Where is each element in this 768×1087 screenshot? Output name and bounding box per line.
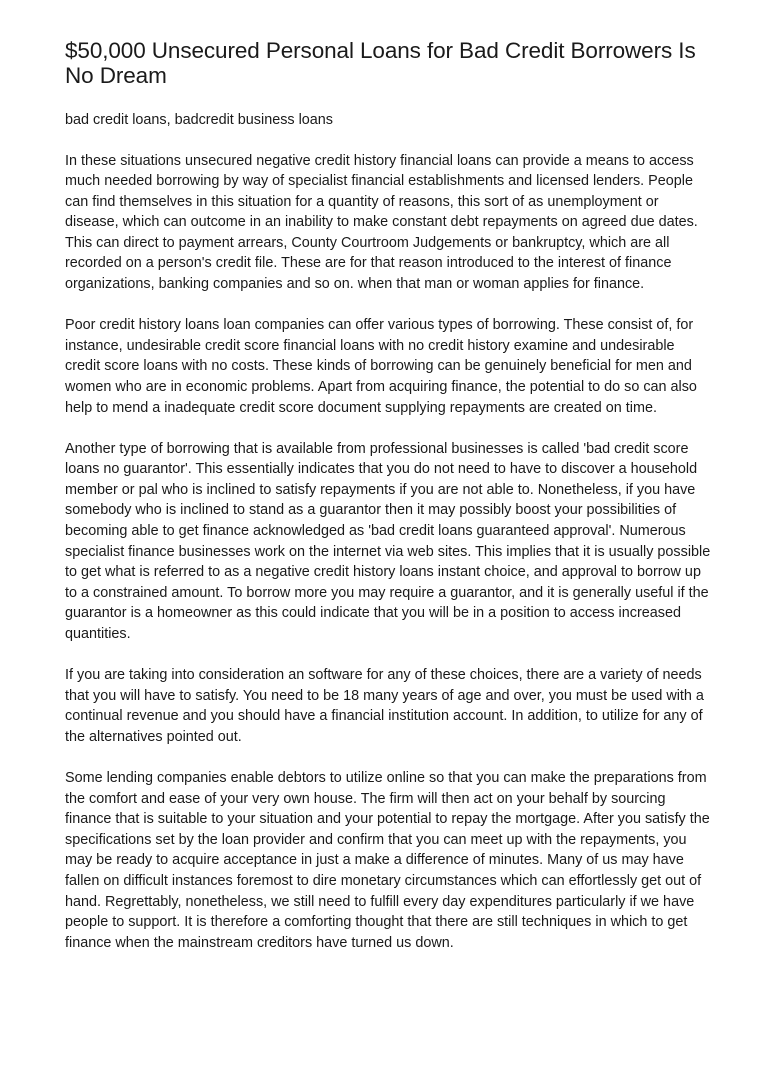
document-tags: bad credit loans, badcredit business loans xyxy=(65,112,333,128)
paragraph-3: Another type of borrowing that is available from professional businesses is called 'bad credit score loans no guarantor'. This essentially indicates that you do not need to have to discover a household member or pal who is inclined to satisfy repayments if you are not able to. Nonetheless, if you have somebody who is inclined to stand as a guarantor then it may possibly boost your possibilities of becoming able to get finance acknowledged as 'bad credit loans guaranteed approval'. Numerous specialist finance businesses work on the internet via web sites. This implies that it is usually possible to get what is referred to as a negative credit history loans instant choice, and approval to borrow up to a constrained amount. To borrow more you may require a guarantor, and it is generally useful if the guarantor is a homeowner as this could indicate that you will be in a position to access increased quantities. xyxy=(65,440,711,642)
paragraph-2: Poor credit history loans loan companies can offer various types of borrowing. These consist of, for instance, undesirable credit score financial loans with no credit history examine and undesirable credit score loans with no costs. These kinds of borrowing can be genuinely beneficial for men and women who are in economic problems. Apart from acquiring finance, the potential to do so can also help to mend a inadequate credit score document supplying repayments are created on time. xyxy=(65,317,697,416)
paragraph-5: Some lending companies enable debtors to utilize online so that you can make the preparations from the comfort and ease of your very own house. The firm will then act on your behalf by sourcing finance that is suitable to your situation and your potential to repay the mortgage. After you satisfy the specifications set by the loan provider and confirm that you can meet up with the repayments, you may be ready to acquire acceptance in just a make a difference of minutes. Many of us may have fallen on difficult instances foremost to dire monetary circumstances which can effortlessly get out of hand. Regrettably, nonetheless, we still need to fulfill every day expenditures particularly if we have people to support. It is therefore a comforting thought that there are still techniques in which to get finance when the mainstream creditors have turned us down. xyxy=(65,769,710,951)
paragraph-1: In these situations unsecured negative credit history financial loans can provide a means to access much needed borrowing by way of specialist financial establishments and licensed lenders. People can find themselves in this situation for a quantity of reasons, this sort of as unemployment or disease, which can outcome in an inability to make constant debt repayments on agreed due dates. This can direct to payment arrears, County Courtroom Judgements or bankruptcy, which are all recorded on a person's credit file. These are for that reason introduced to the interest of finance organizations, banking companies and so on. when that man or woman applies for finance. xyxy=(65,152,698,293)
document-title: $50,000 Unsecured Personal Loans for Bad Credit Borrowers Is No Dream xyxy=(65,38,696,88)
document-page xyxy=(65,38,713,974)
paragraph-4: If you are taking into consideration an software for any of these choices, there are a variety of needs that you will have to satisfy. You need to be 18 many years of age and over, you must be used with a continual revenue and you should have a financial institution account. In addition, to utilize for any of the alternatives pointed out. xyxy=(65,667,704,745)
